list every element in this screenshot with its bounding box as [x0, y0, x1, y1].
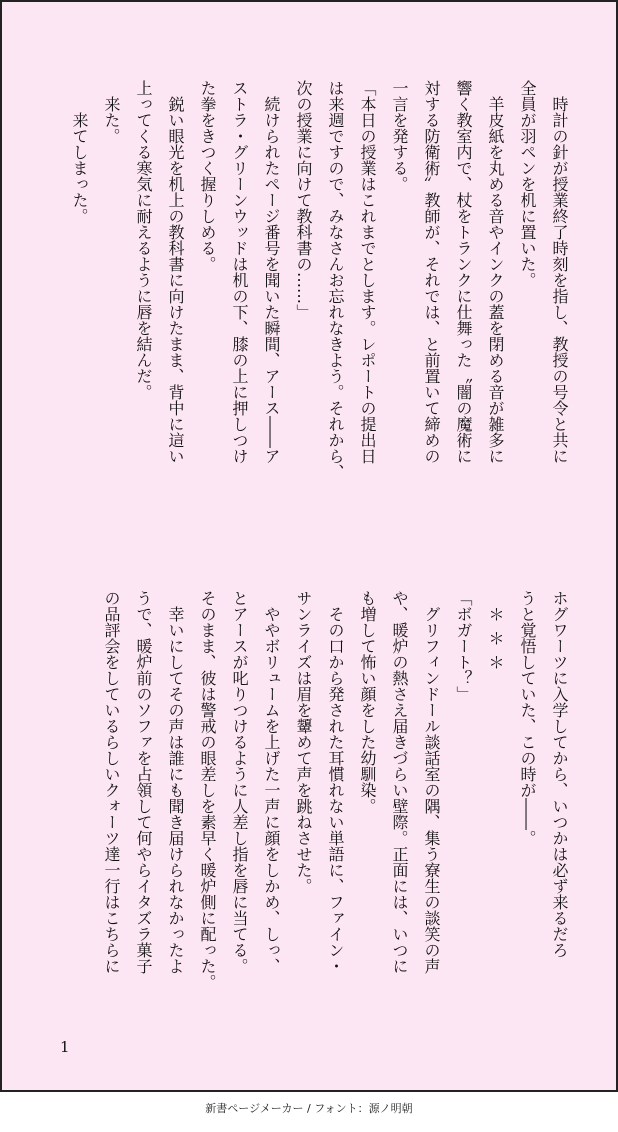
text-line: 羊皮紙を丸める音やインクの蓋を閉める音が雑多に	[486, 80, 505, 464]
text-line: は来週ですので、みなさんお忘れなきよう。それから、	[326, 80, 345, 480]
text-line: うと覚悟していた、この時が――。	[518, 590, 537, 846]
text-line: 鋭い眼光を机上の教科書に向けたまま、背中に這い	[166, 80, 185, 464]
text-line: 全員が羽ペンを机に置いた。	[518, 80, 537, 288]
text-line: とアースが叱りつけるように人差し指を唇に当てる。	[230, 590, 249, 974]
text-line: ややボリュームを上げた一声に顔をしかめ、しっ、	[262, 590, 281, 974]
text-line: うで、暖炉前のソファを占領して何やらイタズラ菓子	[134, 590, 153, 974]
text-line: も増して怖い顔をした幼馴染。	[358, 590, 377, 814]
text-line: や、暖炉の熱さえ届きづらい壁際。正面には、いつに	[390, 590, 409, 974]
text-line: ストラ・グリーンウッドは机の下、膝の上に押しつけ	[230, 80, 249, 464]
text-line: 「本日の授業はこれまでとします。レポートの提出日	[358, 80, 377, 464]
text-line: 続けられたページ番号を聞いた瞬間、アース――ア	[262, 80, 281, 464]
text-line: 次の授業に向けて教科書の……」	[294, 80, 313, 320]
footer-credit: 新書ページメーカー / フォント：源ノ明朝	[205, 1102, 413, 1115]
upper-text-block	[63, 80, 575, 536]
text-line: た拳をきつく握りしめる。	[198, 80, 217, 272]
scene-break: ＊＊＊	[486, 606, 505, 678]
page-number: 1	[60, 1038, 70, 1056]
text-line: サンライズは眉を顰めて声を跳ねさせた。	[294, 590, 313, 894]
text-line: 幸いにしてその声は誰にも聞き届けられなかったよ	[166, 590, 185, 974]
text-line: そのまま、彼は警戒の眼差しを素早く暖炉側に配った。	[198, 590, 217, 990]
lower-text-block	[95, 590, 575, 1010]
text-line: 時計の針が授業終了時刻を指し、教授の号令と共に	[550, 80, 569, 464]
text-line: 上ってくる寒気に耐えるように唇を結んだ。	[134, 80, 153, 400]
text-line: 響く教室内で、杖をトランクに仕舞った〝闇の魔術に	[454, 80, 473, 464]
text-line: 「ボガート？」	[454, 590, 473, 702]
text-line: 対する防衛術〟教師が、それでは、と前置いて締めの	[422, 80, 441, 464]
text-line: の品評会をしているらしいクォーツ達一行はこちらに	[102, 590, 121, 974]
text-line: 一言を発する。	[390, 80, 409, 192]
text-line: グリフィンドール談話室の隅、集う寮生の談笑の声	[422, 590, 441, 974]
text-line: ホグワーツに入学してから、いつかは必ず来るだろ	[550, 590, 569, 958]
text-line: 来た。	[102, 80, 121, 144]
text-line: その口から発された耳慣れない単語に、ファイン・	[326, 590, 345, 974]
text-line: 来てしまった。	[70, 80, 89, 224]
